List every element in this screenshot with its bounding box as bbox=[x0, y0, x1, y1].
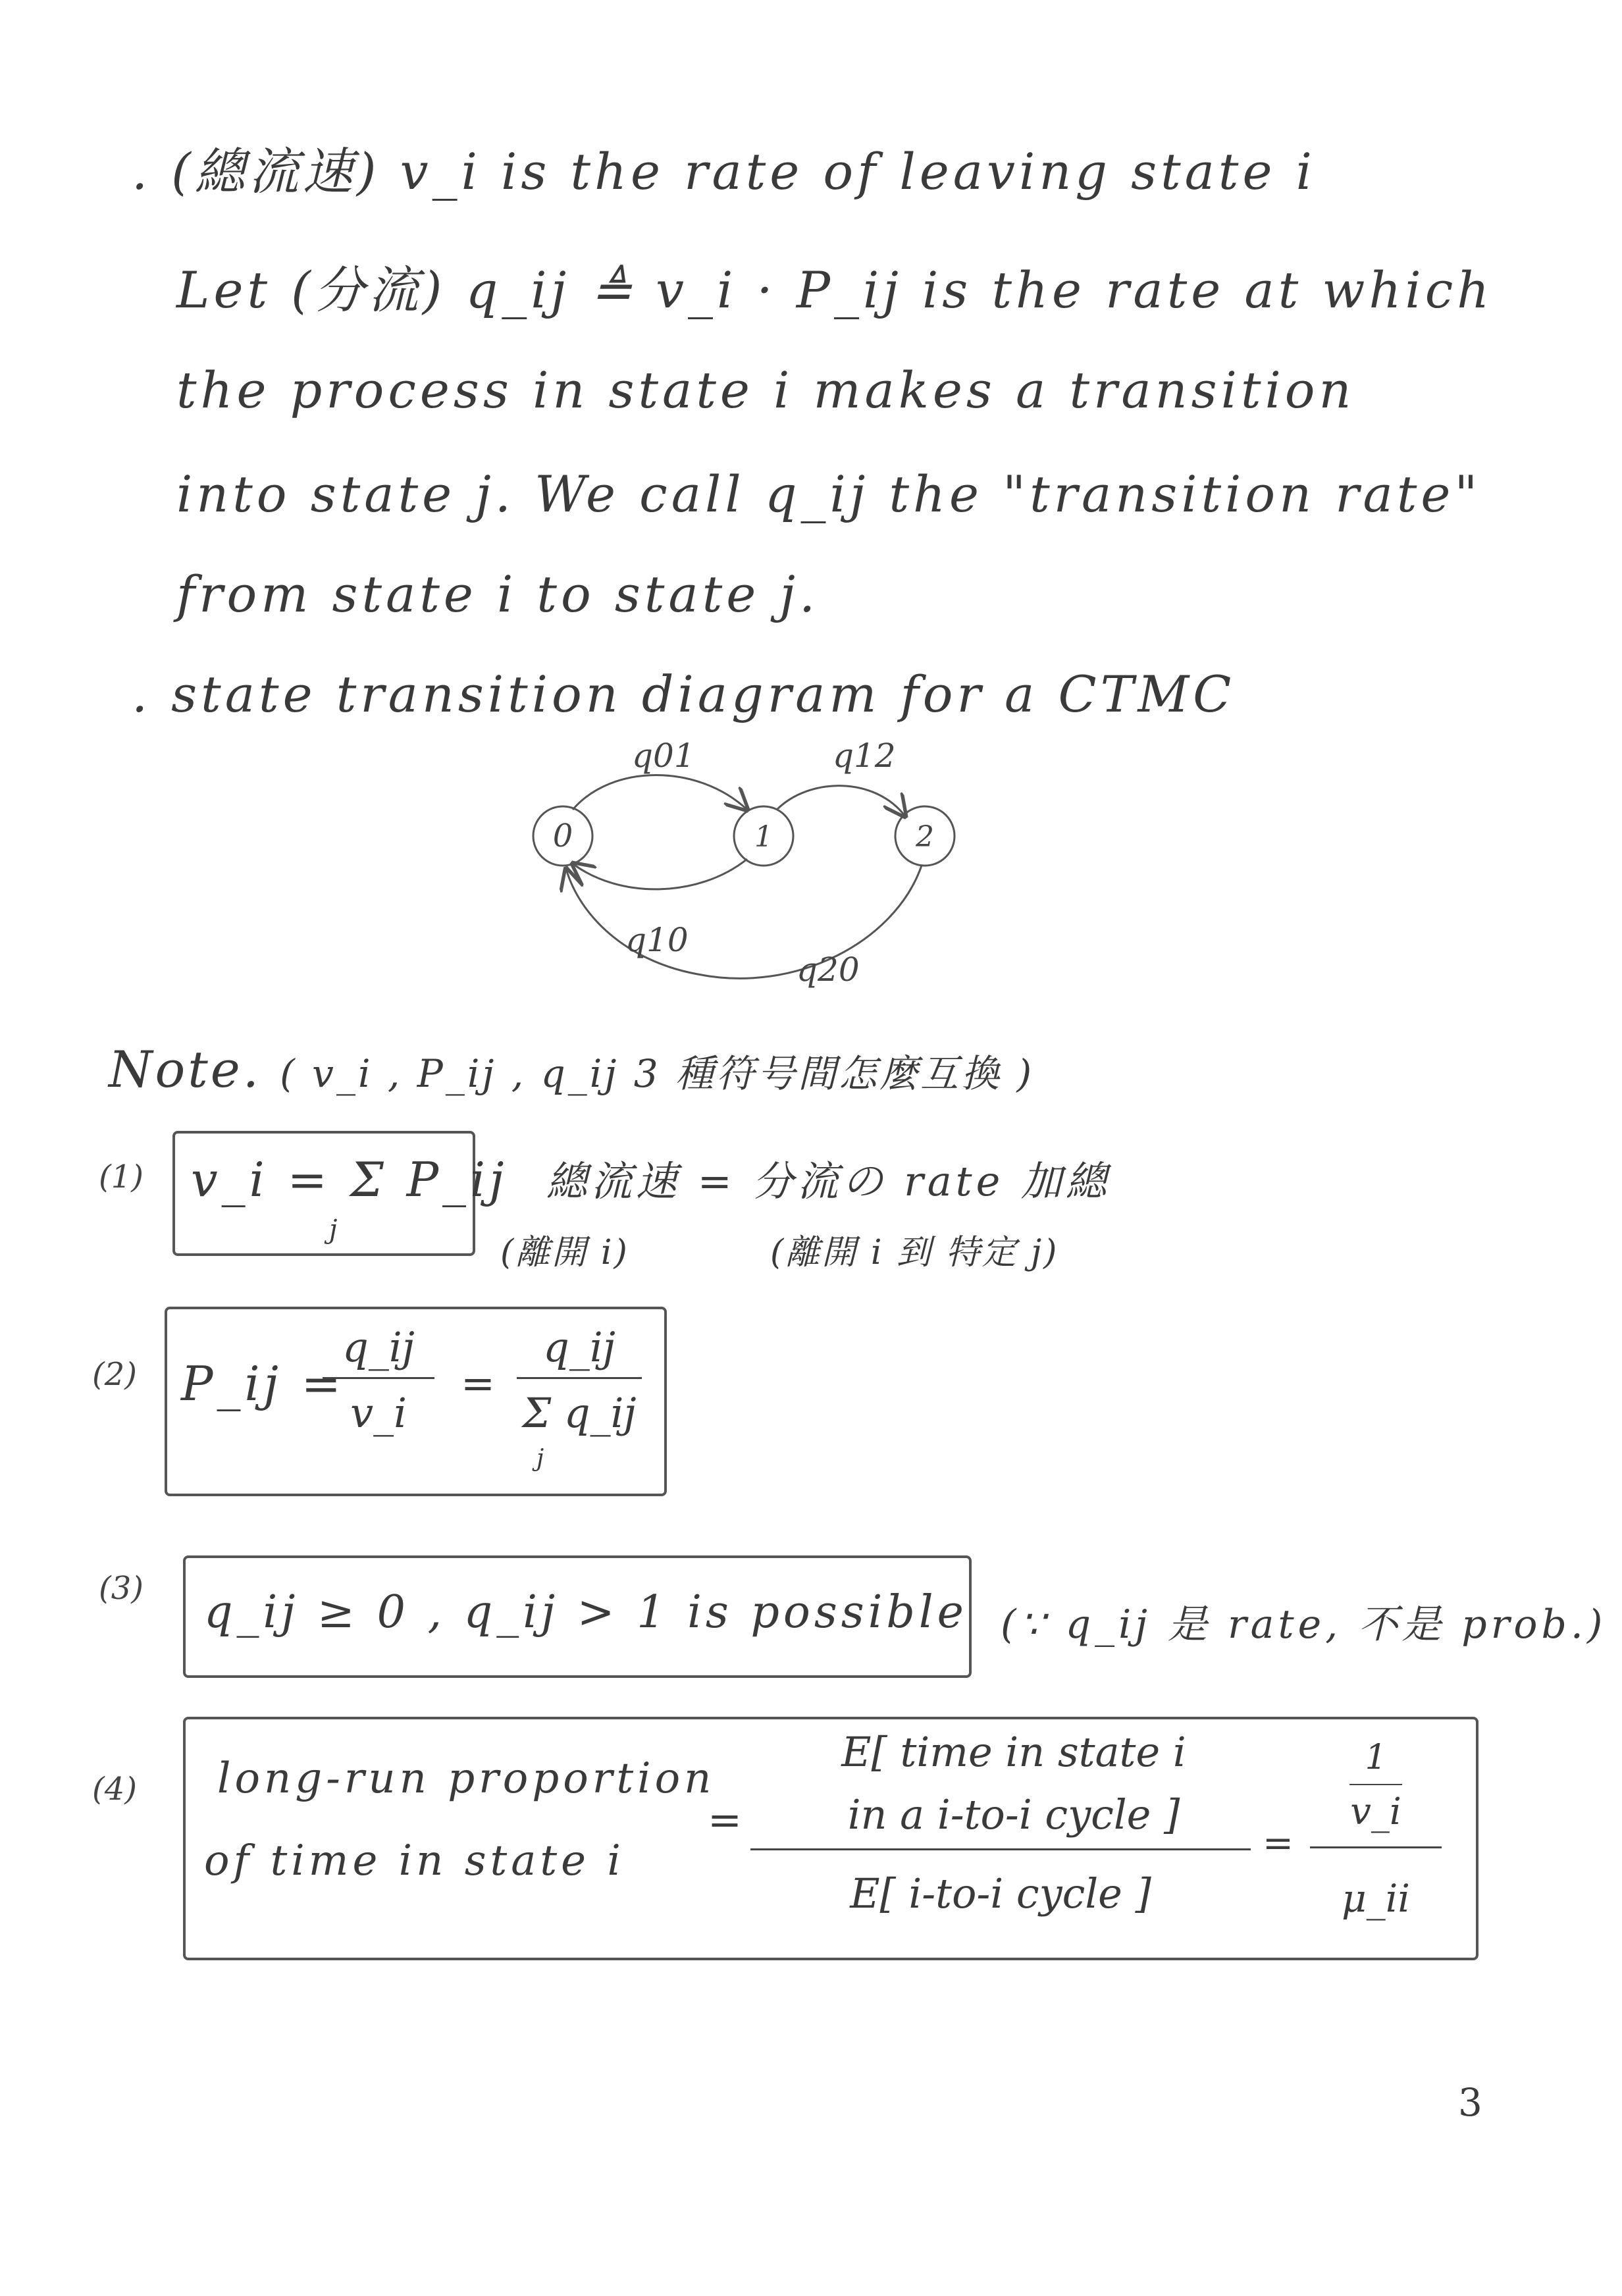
diagram-heading bbox=[132, 665, 1235, 723]
item-4-right-den: μ_ii bbox=[1342, 1876, 1410, 1921]
item-2-frac1-den: v_i bbox=[350, 1389, 407, 1437]
item-4-num-line2: in a i-to-i cycle ] bbox=[847, 1790, 1180, 1839]
item-3-formula: q_ij ≥ 0 , q_ij > 1 is possible bbox=[204, 1586, 968, 1638]
edge-0-1 bbox=[573, 775, 747, 810]
edge-label-q12: q12 bbox=[833, 737, 896, 775]
edge-label-q20: q20 bbox=[797, 951, 860, 989]
item-4-right-bar bbox=[1310, 1846, 1442, 1848]
item-4-number: (4) bbox=[92, 1771, 137, 1808]
item-2-frac1-num: q_ij bbox=[342, 1323, 415, 1371]
item-4-small-den: v_i bbox=[1350, 1790, 1401, 1833]
item-1-sub-left: (離開 i) bbox=[500, 1233, 629, 1272]
note-label: Note. bbox=[109, 1040, 261, 1099]
note-line bbox=[109, 1040, 1034, 1099]
item-2-eq: = bbox=[461, 1359, 499, 1407]
edge-1-2 bbox=[777, 786, 905, 816]
item-4-num-line1: E[ time in state i bbox=[841, 1728, 1186, 1776]
item-2-lhs: P_ij = bbox=[181, 1356, 346, 1411]
edge-label-q10: q10 bbox=[625, 921, 689, 959]
line-4: into state j. We call q_ij the "transition rate" bbox=[176, 465, 1482, 523]
line-1 bbox=[132, 132, 1316, 203]
line-3: the process in state i makes a transition bbox=[176, 361, 1355, 419]
item-1-rhs: P_ij bbox=[406, 1152, 508, 1207]
item-2-frac1-bar bbox=[323, 1377, 434, 1379]
item-4-small-num: 1 bbox=[1365, 1738, 1387, 1777]
item-4-eq1: = bbox=[708, 1796, 746, 1844]
state-transition-diagram bbox=[500, 724, 1014, 1007]
item-2-frac2-den: Σ q_ij bbox=[522, 1389, 637, 1437]
item-4-eq2: = bbox=[1263, 1822, 1297, 1865]
state-label-0: 0 bbox=[552, 818, 573, 854]
item-2-frac2-bar bbox=[517, 1377, 642, 1379]
line-2: Let (分流) q_ij ≜ v_i · P_ij is the rate at which bbox=[176, 261, 1494, 319]
note-text: ( v_i , P_ij , q_ij 3 種符号間怎麼互換 ) bbox=[280, 1051, 1035, 1096]
diagram-heading-text: state transition diagram for a CTMC bbox=[171, 665, 1236, 723]
item-4-left-line1: long-run proportion bbox=[217, 1754, 716, 1803]
item-3-number: (3) bbox=[99, 1570, 144, 1607]
state-label-2: 2 bbox=[916, 820, 934, 854]
bullet: . bbox=[132, 665, 152, 723]
line-1-text: (總流速) v_i is the rate of leaving state i bbox=[171, 142, 1316, 201]
item-1-sub-right: (離開 i 到 特定 j) bbox=[770, 1233, 1059, 1272]
item-2-sum-index: j bbox=[536, 1445, 546, 1472]
edge-2-0 bbox=[566, 866, 922, 978]
edge-label-q01: q01 bbox=[632, 737, 695, 775]
state-node-1 bbox=[734, 806, 793, 866]
bullet: . bbox=[132, 142, 152, 201]
item-2-frac2-num: q_ij bbox=[543, 1323, 615, 1371]
state-node-0 bbox=[533, 806, 592, 866]
item-4-small-bar bbox=[1349, 1784, 1402, 1785]
item-3-comment: (∵ q_ij 是 rate, 不是 prob.) bbox=[1001, 1602, 1607, 1648]
item-1-comment: 總流速 = 分流の rate 加總 bbox=[546, 1157, 1111, 1205]
item-1-number: (1) bbox=[99, 1159, 144, 1195]
item-4-den: E[ i-to-i cycle ] bbox=[850, 1869, 1151, 1918]
item-4-main-bar bbox=[750, 1848, 1251, 1850]
edge-1-0 bbox=[573, 859, 747, 889]
item-4-left-line2: of time in state i bbox=[204, 1837, 625, 1885]
sum-symbol: Σ bbox=[350, 1152, 388, 1207]
state-label-1: 1 bbox=[754, 820, 773, 854]
item-2-number: (2) bbox=[92, 1356, 137, 1393]
item-1-sum-index: j bbox=[329, 1214, 340, 1245]
item-1-formula bbox=[191, 1152, 508, 1207]
line-5: from state i to state j. bbox=[176, 565, 820, 623]
item-1-lhs: v_i = bbox=[191, 1152, 331, 1207]
page-number: 3 bbox=[1458, 2080, 1486, 2125]
